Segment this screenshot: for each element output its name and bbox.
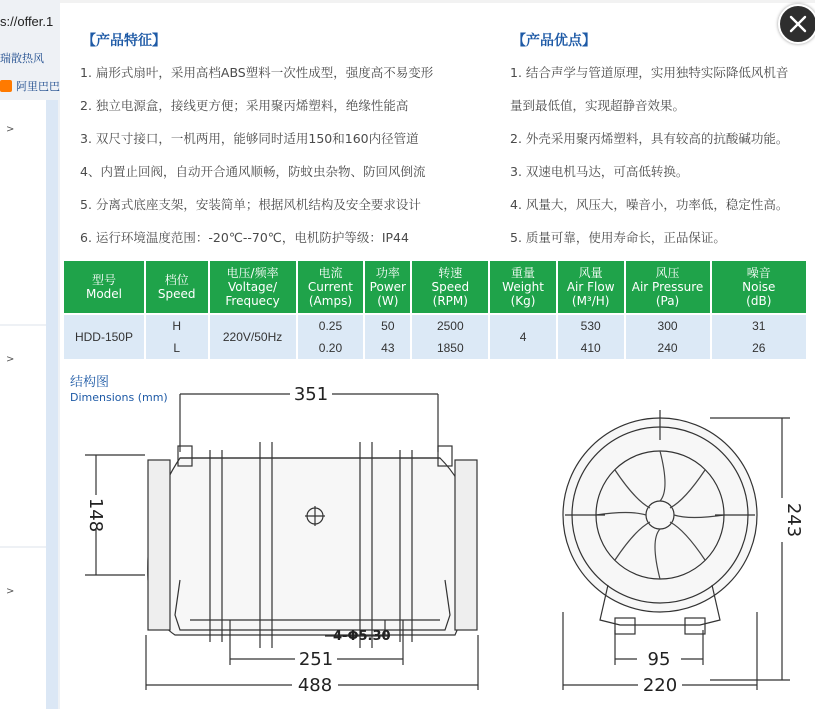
dim-height-right: 243 [783, 502, 804, 538]
close-button[interactable] [778, 4, 815, 44]
cell-noise: 31 [712, 315, 806, 337]
cell-voltage: 220V/50Hz [210, 315, 296, 359]
cell-power: 43 [365, 337, 410, 359]
chevron-right-icon[interactable]: > [6, 124, 15, 135]
image-viewer [60, 0, 815, 709]
cell-rpm: 1850 [412, 337, 488, 359]
alibaba-bookmark-label: 阿里巴巴 [16, 80, 60, 93]
header-rpm: 转速 Speed (RPM) [412, 261, 488, 313]
header-power: 功率 Power (W) [365, 261, 410, 313]
alibaba-bookmark[interactable] [0, 78, 60, 96]
header-noise: 噪音 Noise (dB) [712, 261, 806, 313]
cell-weight: 4 [490, 315, 556, 359]
dimension-drawing [60, 380, 815, 709]
cell-model: HDD-150P [64, 315, 144, 359]
header-pressure: 风压 Air Pressure (Pa) [626, 261, 710, 313]
header-model: 型号 Model [64, 261, 144, 313]
features-title: 【产品特征】 [82, 33, 166, 49]
cell-current: 0.25 [298, 315, 364, 337]
dim-holes: 4-Φ5.30 [333, 629, 391, 644]
dim-base-width: 95 [647, 649, 671, 670]
cell-speed: L [146, 337, 208, 359]
header-airflow: 风量 Air Flow (M³/H) [558, 261, 624, 313]
dim-total-width: 220 [642, 675, 678, 696]
dimensions-title-zh: 结构图 [70, 375, 110, 390]
cell-current: 0.20 [298, 337, 364, 359]
dim-total-length: 488 [297, 675, 333, 696]
alibaba-icon [0, 80, 12, 92]
feature-item: 6. 运行环境温度范围：-20℃--70℃，电机防护等级：IP44 [80, 230, 409, 245]
table-row [64, 315, 806, 337]
cell-power: 50 [365, 315, 410, 337]
spec-table [62, 261, 808, 359]
scroll-gutter [46, 100, 58, 709]
advantage-item: 3. 双速电机马达，可高低转换。 [510, 164, 689, 179]
table-row [64, 337, 806, 359]
spec-header-row [64, 261, 806, 313]
address-bar-url[interactable]: s://offer.1 [0, 14, 54, 29]
cell-noise: 26 [712, 337, 806, 359]
advantage-item: 4. 风量大，风压大，噪音小，功率低，稳定性高。 [510, 197, 789, 212]
advantages-title: 【产品优点】 [512, 33, 596, 49]
bookmark-link[interactable]: 瑞散热风 [0, 52, 44, 65]
advantage-item: 2. 外壳采用聚丙烯塑料，具有较高的抗酸碱功能。 [510, 131, 789, 146]
cell-pressure: 240 [626, 337, 710, 359]
feature-item: 1. 扁形式扇叶，采用高档ABS塑料一次性成型，强度高不易变形 [80, 65, 434, 80]
feature-item: 3. 双尺寸接口，一机两用，能够同时适用150和160内径管道 [80, 131, 419, 146]
feature-item: 5. 分离式底座支架，安装简单；根据风机结构及安全要求设计 [80, 197, 421, 212]
cell-rpm: 2500 [412, 315, 488, 337]
dimensions-title-en: Dimensions (mm) [70, 391, 168, 404]
close-icon [789, 15, 807, 33]
feature-item: 2. 独立电源盒，接线更方便；采用聚丙烯塑料，绝缘性能高 [80, 98, 409, 113]
top-border [60, 0, 815, 3]
advantage-item: 5. 质量可靠，使用寿命长，正品保证。 [510, 230, 726, 245]
advantage-item: 1. 结合声学与管道原理，实用独特实际降低风机音 [510, 65, 789, 80]
cell-airflow: 530 [558, 315, 624, 337]
dim-height-left: 148 [85, 497, 106, 533]
chevron-right-icon[interactable]: > [6, 354, 15, 365]
header-voltage: 电压/频率 Voltage/ Frequecy [210, 261, 296, 313]
side-panel-3 [0, 548, 49, 709]
cell-airflow: 410 [558, 337, 624, 359]
header-current: 电流 Current (Amps) [298, 261, 364, 313]
cell-speed: H [146, 315, 208, 337]
chevron-right-icon[interactable]: > [6, 586, 15, 597]
feature-item: 4、内置止回阀，自动开合通风顺畅，防蚊虫杂物、防回风倒流 [80, 164, 426, 179]
dim-base-span: 251 [298, 649, 334, 670]
header-speed: 档位 Speed [146, 261, 208, 313]
dim-length-top: 351 [293, 384, 329, 405]
advantage-item: 量到最低值，实现超静音效果。 [510, 98, 686, 113]
cell-pressure: 300 [626, 315, 710, 337]
header-weight: 重量 Weight (Kg) [490, 261, 556, 313]
